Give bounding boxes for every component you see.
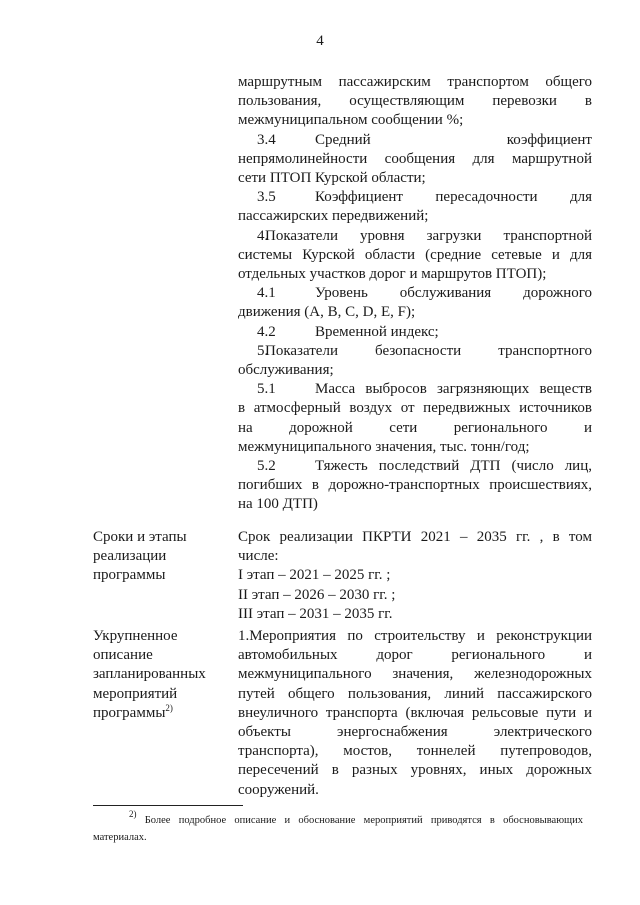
text-line: пассажирских передвижений; bbox=[238, 208, 429, 225]
indicator-text: Показатели уровня загрузки транспортной bbox=[265, 227, 592, 244]
indicator-5-2 bbox=[238, 457, 592, 476]
text-line: межмуниципального значения, железнодорожных bbox=[238, 666, 592, 683]
footnote-text: материалах. bbox=[93, 832, 147, 843]
indicator-5-1 bbox=[238, 380, 592, 399]
text-line: объекты энергоснабжения электрического bbox=[238, 724, 592, 741]
indicator-4-1 bbox=[238, 284, 592, 303]
text-line: Срок реализации ПКРТИ 2021 – 2035 гг. , в том bbox=[238, 529, 592, 545]
indicator-text: Показатели безопасности транспортного bbox=[265, 342, 592, 359]
text-line: сооружений. bbox=[238, 781, 319, 798]
label-line: Укрупненное bbox=[93, 628, 178, 644]
indicator-3-5 bbox=[238, 188, 592, 207]
indicator-number: 5.2 bbox=[257, 458, 276, 475]
text-line: межмуниципальном сообщении %; bbox=[238, 112, 464, 129]
footnote-divider bbox=[93, 805, 243, 806]
stage-line: II этап – 2026 – 2030 гг. ; bbox=[238, 586, 396, 603]
stage-line: I этап – 2021 – 2025 гг. ; bbox=[238, 567, 391, 584]
text-line: обслуживания; bbox=[238, 362, 334, 379]
stage-line: III этап – 2031 – 2035 гг. bbox=[238, 605, 393, 622]
indicator-text: Коэффициент пересадочности для bbox=[315, 189, 592, 206]
label-line: реализации bbox=[93, 548, 167, 565]
indicator-text: Уровень обслуживания дорожного bbox=[315, 285, 592, 302]
indicator-text: Тяжесть последствий ДТП (число лиц, bbox=[315, 458, 592, 475]
text-line: системы Курской области (средние сетевые и для bbox=[238, 246, 592, 263]
indicator-text: Средний коэффициент bbox=[315, 131, 592, 148]
indicator-text: Масса выбросов загрязняющих веществ bbox=[315, 381, 592, 398]
footnote-marker: 2) bbox=[165, 702, 173, 713]
label-line bbox=[93, 704, 238, 723]
text-line: пользования, осуществляющим перевозки в bbox=[238, 93, 592, 110]
text-line: отдельных участков дорог и маршрутов ПТОП); bbox=[238, 266, 547, 283]
page-number: 4 bbox=[316, 33, 324, 49]
text-line: на дорожной сети регионального и bbox=[238, 419, 592, 436]
terms-value bbox=[238, 528, 592, 624]
measures-label bbox=[93, 627, 238, 723]
indicator-number: 3.5 bbox=[257, 189, 276, 206]
text-line: маршрутным пассажирским транспортом общего bbox=[238, 74, 592, 90]
indicator-number: 5. bbox=[257, 342, 269, 359]
indicator-3-4 bbox=[238, 131, 592, 150]
text-line: сети ПТОП Курской области; bbox=[238, 170, 426, 187]
indicator-number: 5.1 bbox=[257, 381, 276, 398]
label-line: программы bbox=[93, 567, 166, 584]
text-line: движения (А, В, С, D, E, F); bbox=[238, 304, 416, 321]
indicator-4-2 bbox=[238, 323, 592, 342]
indicator-5 bbox=[238, 342, 592, 361]
text-line: в атмосферный воздух от передвижных источников bbox=[238, 400, 592, 417]
indicator-number: 4.2 bbox=[257, 323, 276, 340]
text-line: транспорта), мостов, тоннелей путепроводов, bbox=[238, 743, 592, 760]
text-line: погибших в дорожно-транспортных происшествиях, bbox=[238, 477, 592, 494]
footnote-text: Более подробное описание и обоснование мероприятий приводятся в обосновывающих bbox=[144, 815, 583, 826]
indicators-block bbox=[238, 73, 592, 515]
indicator-text: Временной индекс; bbox=[315, 323, 439, 340]
indicator-4 bbox=[238, 227, 592, 246]
footnote bbox=[93, 809, 583, 846]
text-line: путей общего пользования, линий пассажирского bbox=[238, 685, 592, 702]
label-line: запланированных bbox=[93, 666, 206, 683]
terms-label bbox=[93, 528, 238, 586]
label-text: программы bbox=[93, 704, 166, 721]
indicator-number: 4.1 bbox=[257, 285, 276, 302]
text-line: пересечений в разных уровнях, иных дорожных bbox=[238, 762, 592, 779]
text-line: числе: bbox=[238, 548, 279, 565]
label-line: Сроки и этапы bbox=[93, 529, 187, 545]
indicator-number: 3.4 bbox=[257, 131, 276, 148]
text-line: 1.Мероприятия по строительству и реконструкции bbox=[238, 628, 592, 644]
text-line: автомобильных дорог регионального и bbox=[238, 647, 592, 664]
label-line: мероприятий bbox=[93, 685, 178, 702]
footnote-marker: 2) bbox=[129, 809, 137, 819]
text-line: межмуниципального значения, тыс. тонн/год; bbox=[238, 438, 530, 455]
label-line: описание bbox=[93, 647, 153, 664]
text-line: на 100 ДТП) bbox=[238, 496, 318, 513]
indicator-number: 4. bbox=[257, 227, 269, 244]
measures-value bbox=[238, 627, 592, 800]
text-line: внеуличного транспорта (включая рельсовые пути и bbox=[238, 704, 592, 721]
text-line: непрямолинейности сообщения для маршрутной bbox=[238, 150, 592, 167]
